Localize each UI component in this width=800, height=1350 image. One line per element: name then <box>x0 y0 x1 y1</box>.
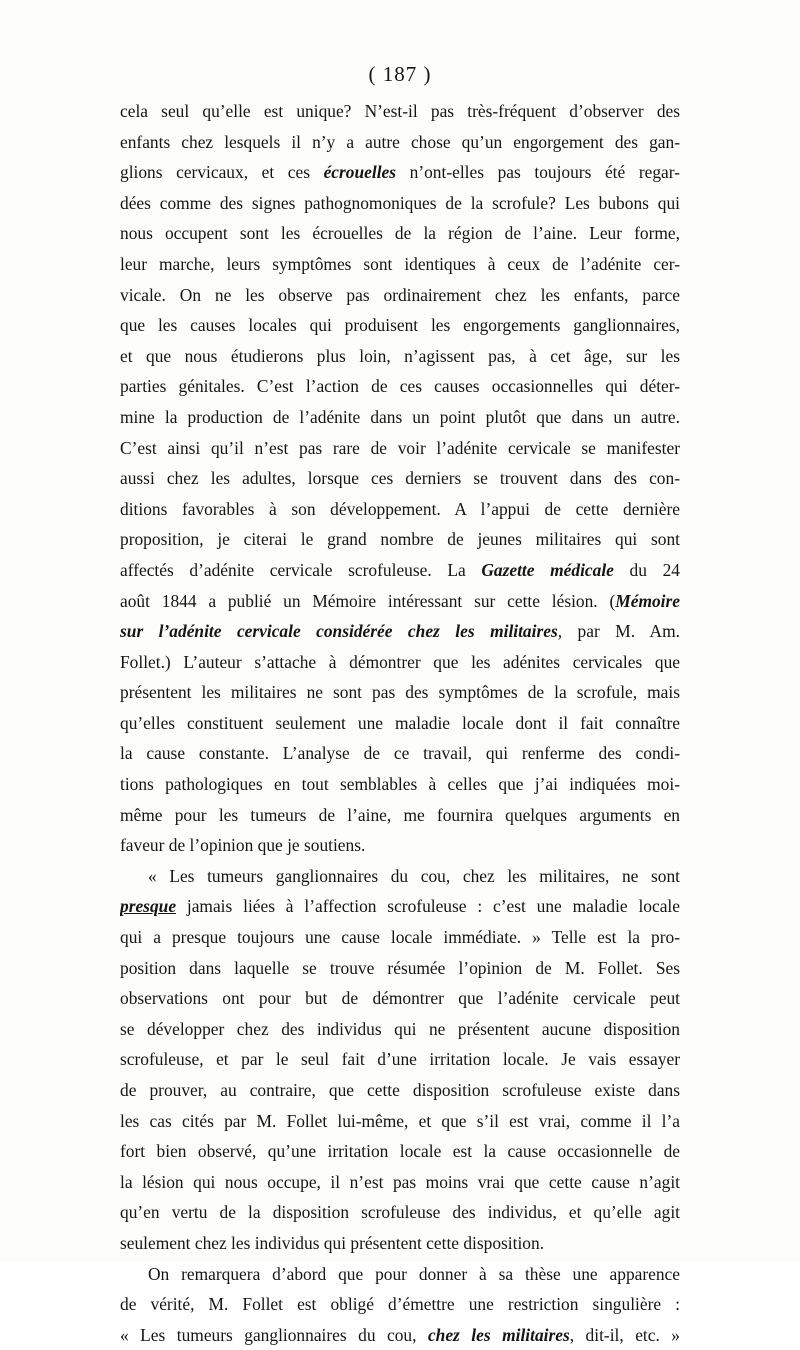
text-line <box>120 188 680 219</box>
text-run: que les causes locales qui produisent les engorgements ganglionnaires, <box>120 315 680 336</box>
emphasized-text: écrouelles <box>323 162 397 183</box>
text-run: Follet.) L’auteur s’attache à démontrer que les adénites cervicales que <box>120 651 680 672</box>
text-line <box>120 249 680 280</box>
text-run: la lésion qui nous occupe, il n’est pas moins vrai que cette cause n’agit <box>120 1171 680 1192</box>
text-line <box>120 738 680 769</box>
text-line <box>120 830 680 861</box>
text-line <box>120 1014 680 1045</box>
text-line <box>120 861 680 892</box>
text-run: se développer chez des individus qui ne présentent aucune disposition <box>120 1018 680 1039</box>
text-line <box>120 1228 680 1259</box>
text-line <box>120 647 680 678</box>
emphasized-text: sur l’adénite cervicale considérée chez les militaires <box>120 621 558 642</box>
page-number: ( 187 ) <box>368 62 432 86</box>
text-line <box>120 922 680 953</box>
text-line <box>120 494 680 525</box>
text-run: , par M. Am. <box>557 621 680 642</box>
text-line <box>120 1044 680 1075</box>
text-line <box>120 1259 680 1290</box>
text-run: cela seul qu’elle est unique? N’est-il pas très-fréquent d’observer des <box>120 101 680 121</box>
text-run: tions pathologiques en tout semblables à celles que j’ai indiquées moi- <box>120 774 680 795</box>
text-line <box>120 402 680 433</box>
text-run: même pour les tumeurs de l’aine, me fournira quelques arguments en <box>120 804 680 825</box>
text-line <box>120 463 680 494</box>
text-run: août 1844 a publié un Mémoire intéressant sur cette lésion. ( <box>120 590 616 611</box>
text-line <box>120 127 680 158</box>
text-line <box>120 157 680 188</box>
text-line <box>120 708 680 739</box>
text-line <box>120 433 680 464</box>
text-run: scrofuleuse, et par le seul fait d’une irritation locale. Je vais essayer <box>120 1049 680 1070</box>
text-line <box>120 677 680 708</box>
emphasized-text: presque <box>120 896 177 917</box>
text-run: dées comme des signes pathognomoniques de la scrofule? Les bubons qui <box>120 192 680 213</box>
text-run: qu’elles constituent seulement une maladie locale dont il fait connaître <box>120 712 680 733</box>
text-run: enfants chez lesquels il n’y a autre chose qu’un engorgement des gan- <box>120 131 680 152</box>
emphasized-text: chez les militaires <box>427 1324 570 1345</box>
text-run: position dans laquelle se trouve résumée l’opinion de M. Follet. Ses <box>120 957 680 978</box>
text-run: « Les tumeurs ganglionnaires du cou, <box>120 1324 428 1345</box>
text-run: la cause constante. L’analyse de ce travail, qui renferme des condi- <box>120 743 680 764</box>
text-run: , dit-il, etc. » <box>569 1324 680 1345</box>
text-line <box>120 616 680 647</box>
text-run: qui a presque toujours une cause locale immédiate. » Telle est la pro- <box>120 927 680 948</box>
text-line <box>120 1075 680 1106</box>
text-run: seulement chez les individus qui présentent cette disposition. <box>120 1232 545 1253</box>
text-run: n’ont-elles pas toujours été regar- <box>396 162 680 183</box>
text-run: aussi chez les adultes, lorsque ces derniers se trouvent dans des con- <box>120 468 680 489</box>
text-line <box>120 800 680 831</box>
emphasized-text: Mémoire <box>615 590 680 611</box>
text-run: jamais liées à l’affection scrofuleuse : c’est une maladie locale <box>176 896 680 917</box>
text-run: leur marche, leurs symptômes sont identiques à ceux de l’adénite cer- <box>120 253 680 274</box>
text-line <box>120 524 680 555</box>
text-line <box>120 280 680 311</box>
text-line <box>120 586 680 617</box>
text-run: C’est ainsi qu’il n’est pas rare de voir l’adénite cervicale se manifester <box>120 437 680 458</box>
text-line <box>120 891 680 922</box>
text-line <box>120 1197 680 1228</box>
text-run: ditions favorables à son développement. A l’appui de cette dernière <box>120 498 680 519</box>
text-run: glions cervicaux, et ces <box>120 162 324 183</box>
text-line <box>120 953 680 984</box>
text-run: mine la production de l’adénite dans un point plutôt que dans un autre. <box>120 406 680 427</box>
text-run: et que nous étudierons plus loin, n’agissent pas, à cet âge, sur les <box>120 345 680 366</box>
text-run: fort bien observé, qu’une irritation locale est la cause occasionnelle de <box>120 1141 680 1162</box>
text-run: parties génitales. C’est l’action de ces causes occasionnelles qui déter- <box>120 376 680 397</box>
text-line <box>120 1320 680 1350</box>
text-run: observations ont pour but de démontrer que l’adénite cervicale peut <box>120 988 680 1009</box>
text-line <box>120 769 680 800</box>
text-run: du 24 <box>613 559 680 580</box>
text-run: vicale. On ne les observe pas ordinairement chez les enfants, parce <box>120 284 680 305</box>
text-run: les cas cités par M. Follet lui-même, et que s’il est vrai, comme il l’a <box>120 1110 680 1131</box>
text-run: faveur de l’opinion que je soutiens. <box>120 835 366 856</box>
text-line <box>120 341 680 372</box>
text-run: On remarquera d’abord que pour donner à sa thèse une apparence <box>148 1263 680 1284</box>
text-run: de vérité, M. Follet est obligé d’émettre une restriction singulière : <box>120 1294 680 1315</box>
text-run: « Les tumeurs ganglionnaires du cou, chez les militaires, ne sont <box>148 865 680 886</box>
text-line <box>120 218 680 249</box>
text-line <box>120 1167 680 1198</box>
text-line <box>120 96 680 127</box>
text-line <box>120 310 680 341</box>
text-run: proposition, je citerai le grand nombre de jeunes militaires qui sont <box>120 529 680 550</box>
text-run: présentent les militaires ne sont pas des symptômes de la scrofule, mais <box>120 682 680 703</box>
text-line <box>120 555 680 586</box>
text-line <box>120 371 680 402</box>
text-run: nous occupent sont les écrouelles de la région de l’aine. Leur forme, <box>120 223 680 244</box>
text-run: affectés d’adénite cervicale scrofuleuse. La <box>120 559 482 580</box>
text-line <box>120 1136 680 1167</box>
emphasized-text: Gazette médicale <box>481 559 614 580</box>
body-text <box>120 96 680 1350</box>
text-line <box>120 1289 680 1320</box>
text-line <box>120 1106 680 1137</box>
text-run: de prouver, au contraire, que cette disposition scrofuleuse existe dans <box>120 1080 680 1100</box>
text-line <box>120 983 680 1014</box>
text-run: qu’en vertu de la disposition scrofuleuse des individus, et qu’elle agit <box>120 1202 680 1223</box>
